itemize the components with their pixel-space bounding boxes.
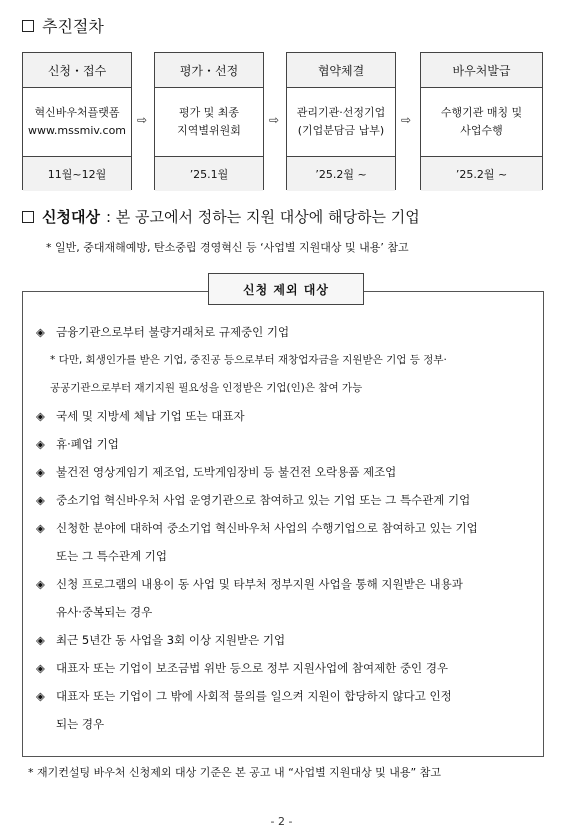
section-title-procedure xyxy=(22,14,104,37)
list-item-text: 최근 5년간 동 사업을 3회 이상 지원받은 기업 xyxy=(56,633,286,647)
step-body xyxy=(23,88,131,157)
step-footer: 11월~12월 xyxy=(23,157,131,191)
list-item-text: 국세 및 지방세 체납 기업 또는 대표자 xyxy=(56,409,245,423)
list-item-continuation xyxy=(36,710,536,738)
list-item-text: 중소기업 혁신바우처 사업 운영기관으로 참여하고 있는 기업 또는 그 특수관계 기업 xyxy=(56,493,471,507)
diamond-bullet-icon: ◈ xyxy=(36,633,45,647)
step-body xyxy=(421,88,542,157)
arrow-right-icon: ⇨ xyxy=(269,113,280,127)
list-item-continuation xyxy=(36,598,536,626)
step-header: 협약체결 xyxy=(287,53,395,88)
section-title-bold: 신청대상 xyxy=(42,208,100,226)
step-voucher xyxy=(420,52,543,190)
arrow-right-icon: ⇨ xyxy=(137,113,148,127)
list-item xyxy=(36,458,536,486)
diamond-bullet-icon: ◈ xyxy=(36,577,45,591)
section-title-eligibility xyxy=(22,206,420,227)
list-item-text: 유사·중복되는 경우 xyxy=(56,605,153,619)
list-item xyxy=(36,430,536,458)
list-item-text: 되는 경우 xyxy=(56,717,105,731)
step-footer: ’25.2월 ~ xyxy=(287,157,395,191)
section-title-rest: : 본 공고에서 정하는 지원 대상에 해당하는 기업 xyxy=(105,208,420,226)
list-item xyxy=(36,402,536,430)
footnote: * 재기컨설팅 바우처 신청제외 대상 기준은 본 공고 내 “사업별 지원대상 및 내용” 참고 xyxy=(28,766,442,779)
eligibility-note: * 일반, 중대재해예방, 탄소중립 경영혁신 등 ‘사업별 지원대상 및 내용’ 참고 xyxy=(46,241,409,254)
exclusion-list xyxy=(36,318,536,738)
checkbox-square-icon xyxy=(22,20,34,32)
diamond-bullet-icon: ◈ xyxy=(36,493,45,507)
diamond-bullet-icon: ◈ xyxy=(36,437,45,451)
step-body-line: www.mssmiv.com xyxy=(27,124,127,137)
step-apply xyxy=(22,52,132,190)
list-item-continuation xyxy=(36,542,536,570)
list-item xyxy=(36,486,536,514)
list-subnote xyxy=(36,346,536,374)
step-body-line: 평가 및 최종 xyxy=(178,106,240,119)
diamond-bullet-icon: ◈ xyxy=(36,409,45,423)
step-header: 평가・선정 xyxy=(155,53,263,88)
list-item xyxy=(36,570,536,598)
step-body-line: 수행기관 매칭 및 xyxy=(440,106,523,119)
step-header: 신청・접수 xyxy=(23,53,131,88)
step-footer: ’25.2월 ~ xyxy=(421,157,542,191)
list-item xyxy=(36,626,536,654)
diamond-bullet-icon: ◈ xyxy=(36,521,45,535)
exclusion-title: 신청 제외 대상 xyxy=(208,273,364,305)
checkbox-square-icon xyxy=(22,211,34,223)
list-item xyxy=(36,654,536,682)
list-item-text: 금융기관으로부터 불량거래처로 규제중인 기업 xyxy=(56,325,290,339)
diamond-bullet-icon: ◈ xyxy=(36,661,45,675)
list-item-text: 대표자 또는 기업이 보조금법 위반 등으로 정부 지원사업에 참여제한 중인 경우 xyxy=(56,661,449,675)
step-evaluate xyxy=(154,52,264,190)
list-item-text: 휴·폐업 기업 xyxy=(56,437,119,451)
page-number: - 2 - xyxy=(270,815,293,828)
step-body xyxy=(155,88,263,157)
diamond-bullet-icon: ◈ xyxy=(36,325,45,339)
list-item-text: 신청 프로그램의 내용이 동 사업 및 타부처 정부지원 사업을 통해 지원받은 내용과 xyxy=(56,577,463,591)
list-item-text: 공공기관으로부터 재기지원 필요성을 인정받은 기업(인)은 참여 가능 xyxy=(50,382,363,394)
step-footer: ’25.1월 xyxy=(155,157,263,191)
step-agreement xyxy=(286,52,396,190)
section-title-text: 추진절차 xyxy=(42,17,104,36)
diamond-bullet-icon: ◈ xyxy=(36,689,45,703)
step-body-line: 관리기관·선정기업 xyxy=(296,106,386,119)
list-item-text: 신청한 분야에 대하여 중소기업 혁신바우처 사업의 수행기업으로 참여하고 있는 기업 xyxy=(56,521,478,535)
step-body-line: 지역별위원회 xyxy=(177,124,241,137)
list-item-text: 대표자 또는 기업이 그 밖에 사회적 물의를 일으켜 지원이 합당하지 않다고 인정 xyxy=(56,689,452,703)
process-flow xyxy=(22,52,543,192)
list-item-text: 또는 그 특수관계 기업 xyxy=(56,549,167,563)
step-header: 바우처발급 xyxy=(421,53,542,88)
step-body xyxy=(287,88,395,157)
list-item-text: * 다만, 회생인가를 받은 기업, 중진공 등으로부터 재창업자금을 지원받은 기업 등 정부· xyxy=(50,354,447,366)
step-body-line: 혁신바우처플랫폼 xyxy=(34,106,120,119)
step-body-line: (기업분담금 납부) xyxy=(297,124,385,137)
list-item-text: 불건전 영상게임기 제조업, 도박게임장비 등 불건전 오락용품 제조업 xyxy=(56,465,397,479)
arrow-right-icon: ⇨ xyxy=(401,113,412,127)
list-item xyxy=(36,682,536,710)
list-subnote xyxy=(36,374,536,402)
list-item xyxy=(36,318,536,346)
diamond-bullet-icon: ◈ xyxy=(36,465,45,479)
step-body-line: 사업수행 xyxy=(460,124,503,137)
list-item xyxy=(36,514,536,542)
